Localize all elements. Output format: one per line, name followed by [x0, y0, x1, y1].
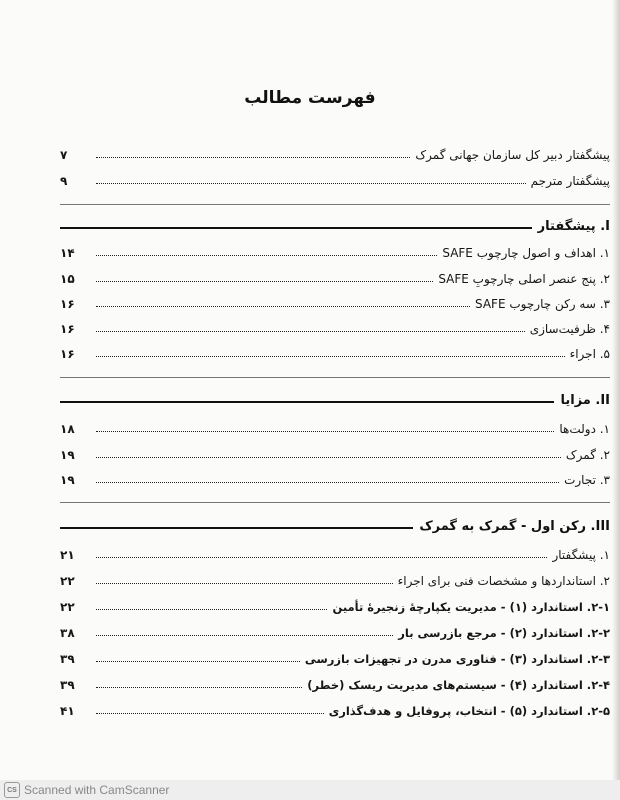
toc-entry-label: ۲-۵. استاندارد (۵) - انتخاب، پروفایل و هدف‌گذاری	[328, 704, 610, 718]
dot-leader	[96, 557, 547, 558]
page-title: فهرست مطالب	[244, 88, 376, 108]
toc-entry	[60, 291, 610, 311]
scanner-watermark-text: Scanned with CamScanner	[24, 783, 170, 797]
toc-entry-label: ۵. اجراء	[569, 347, 610, 361]
toc-entry-page: ۲۱	[60, 548, 75, 562]
toc-entry-label: پیشگفتار دبیر کل سازمان جهانی گمرک	[415, 148, 610, 162]
toc-entry-label: ۴. ظرفیت‌سازی	[529, 322, 610, 336]
toc-entry-page: ۱۹	[60, 448, 75, 462]
section-heading-label: I. پیشگفتار	[537, 219, 610, 234]
dot-leader	[96, 183, 526, 184]
toc-entry-label: ۲. استانداردها و مشخصات فنی برای اجراء	[397, 574, 610, 588]
scanner-watermark	[0, 780, 620, 800]
toc-entry-page: ۲۲	[60, 600, 75, 614]
toc-subentry	[60, 646, 610, 666]
toc-entry-label: ۲. گمرک	[565, 448, 610, 462]
section-heading	[60, 386, 610, 408]
toc-entry-label: پیشگفتار مترجم	[530, 174, 610, 188]
toc-entry	[60, 568, 610, 588]
toc-entry-page: ۱۶	[60, 297, 75, 311]
heading-rule	[60, 527, 413, 529]
toc-entry-label: ۱. پیشگفتار	[552, 548, 610, 562]
heading-rule	[60, 227, 532, 229]
section-divider	[60, 204, 610, 205]
toc-entry-page: ۴۱	[60, 704, 75, 718]
toc-entry	[60, 142, 610, 162]
section-heading	[60, 212, 610, 234]
heading-rule	[60, 401, 554, 403]
toc-entry-label: ۱. دولت‌ها	[559, 422, 610, 436]
toc-entry-label: ۱. اهداف و اصول چارچوب SAFE	[442, 246, 610, 260]
toc-entry-page: ۱۶	[60, 347, 75, 361]
toc-entry-label: ۳. تجارت	[564, 473, 610, 487]
toc-entry	[60, 341, 610, 361]
toc-entry-page: ۳۸	[60, 626, 75, 640]
toc-entry-page: ۱۸	[60, 422, 75, 436]
toc-entry	[60, 416, 610, 436]
toc-subentry	[60, 620, 610, 640]
dot-leader	[96, 583, 393, 584]
toc-subentry	[60, 698, 610, 718]
toc-entry	[60, 168, 610, 188]
dot-leader	[96, 687, 302, 688]
dot-leader	[96, 255, 437, 256]
toc-entry-page: ۱۵	[60, 272, 75, 286]
section-divider	[60, 502, 610, 503]
toc-entry-label: ۲-۱. استاندارد (۱) - مدیریت یکپارچهٔ زنجیرهٔ تأمین	[332, 600, 610, 614]
dot-leader	[96, 431, 554, 432]
toc-entry-page: ۱۴	[60, 246, 75, 260]
section-heading	[60, 512, 610, 534]
toc-entry-label: ۲. پنج عنصر اصلی چارچوبِ SAFE	[438, 272, 610, 286]
toc-entry-page: ۳۹	[60, 678, 75, 692]
section-divider	[60, 377, 610, 378]
toc-entry-page: ۷	[60, 148, 68, 162]
toc-subentry	[60, 672, 610, 692]
dot-leader	[96, 356, 565, 357]
dot-leader	[96, 157, 410, 158]
toc-entry-page: ۱۹	[60, 473, 75, 487]
toc-entry	[60, 316, 610, 336]
toc-subentry	[60, 594, 610, 614]
dot-leader	[96, 635, 393, 636]
dot-leader	[96, 281, 433, 282]
page-edge-shadow	[612, 0, 620, 800]
camscanner-logo-icon: CS	[4, 782, 20, 798]
dot-leader	[96, 482, 559, 483]
toc-entry	[60, 467, 610, 487]
dot-leader	[96, 609, 327, 610]
dot-leader	[96, 306, 470, 307]
toc-entry-label: ۳. سه رکن چارچوب SAFE	[475, 297, 610, 311]
dot-leader	[96, 331, 525, 332]
toc-entry-page: ۳۹	[60, 652, 75, 666]
toc-entry-label: ۲-۳. استاندارد (۳) - فناوری مدرن در تجهیزات بازرسی	[304, 652, 610, 666]
toc-entry	[60, 442, 610, 462]
toc-entry	[60, 266, 610, 286]
toc-entry-page: ۲۲	[60, 574, 75, 588]
toc-entry-label: ۲-۲. استاندارد (۲) - مرجع بازرسی بار	[398, 626, 610, 640]
dot-leader	[96, 457, 561, 458]
toc-entry-page: ۱۶	[60, 322, 75, 336]
toc-entry	[60, 542, 610, 562]
toc-entry	[60, 240, 610, 260]
section-heading-label: III. رکن اول - گمرک به گمرک	[419, 519, 610, 534]
toc-entry-label: ۲-۴. استاندارد (۴) - سیستم‌های مدیریت ریسک (خطر)	[307, 678, 610, 692]
toc-entry-page: ۹	[60, 174, 68, 188]
dot-leader	[96, 661, 300, 662]
dot-leader	[96, 713, 324, 714]
section-heading-label: II. مزایا	[560, 393, 610, 408]
